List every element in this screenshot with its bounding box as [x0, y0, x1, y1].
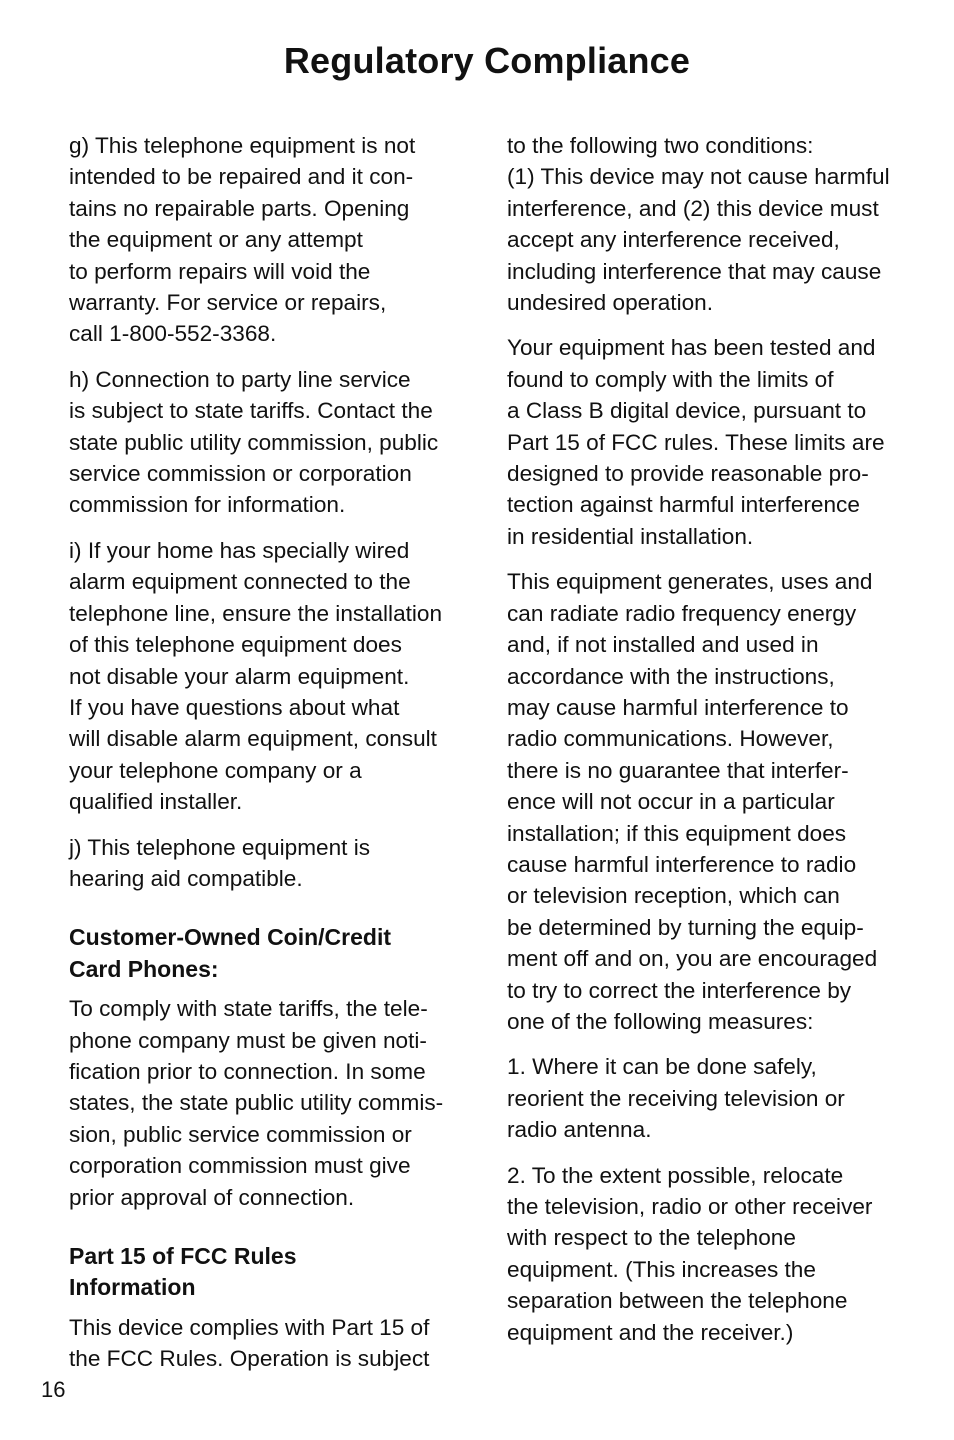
paragraph-i	[69, 535, 474, 818]
text-line: (1) This device may not cause harmful	[507, 164, 890, 190]
text-line: corporation commission must give	[69, 1153, 411, 1179]
text-line: designed to provide reasonable pro-	[507, 461, 869, 487]
text-line: will disable alarm equipment, consult	[69, 726, 437, 752]
text-line: not disable your alarm equipment.	[69, 663, 410, 689]
paragraph-g	[69, 130, 474, 350]
text-line: your telephone company or a	[69, 757, 362, 783]
measure-2-paragraph	[507, 1160, 917, 1348]
text-line: radio antenna.	[507, 1117, 652, 1143]
text-line: to the following two conditions:	[507, 133, 814, 158]
text-line: the television, radio or other receiver	[507, 1194, 873, 1219]
fcc-part15-heading	[69, 1241, 474, 1304]
interference-paragraph	[507, 566, 917, 1037]
text-line: fication prior to connection. In some	[69, 1058, 426, 1084]
text-line: states, the state public utility commis-	[69, 1090, 444, 1116]
text-line: including interference that may cause	[507, 258, 882, 284]
fcc-part15-paragraph	[69, 1312, 474, 1375]
text-line: warranty. For service or repairs,	[69, 290, 387, 316]
text-line: qualified installer.	[69, 789, 243, 815]
text-line: telephone line, ensure the installation	[69, 600, 443, 626]
text-line: service commission or corporation	[69, 461, 412, 487]
text-line: call 1-800-552-3368.	[69, 321, 277, 347]
text-line: radio communications. However,	[507, 726, 834, 752]
text-line: j) This telephone equipment is	[69, 834, 371, 860]
text-line: be determined by turning the equip-	[507, 914, 864, 940]
text-line: to try to correct the interference by	[507, 977, 852, 1003]
text-line: hearing aid compatible.	[69, 865, 303, 891]
text-line: there is no guarantee that interfer-	[507, 757, 849, 783]
text-line: state public utility commission, public	[69, 429, 439, 455]
text-line: commission for information.	[69, 492, 346, 518]
text-line: Card Phones:	[69, 955, 219, 982]
text-line: accept any interference received,	[507, 227, 840, 253]
text-line: phone company must be given noti-	[69, 1027, 427, 1053]
text-line: reorient the receiving television or	[507, 1085, 845, 1111]
text-line: a Class B digital device, pursuant to	[507, 398, 867, 424]
text-line: in residential installation.	[507, 523, 754, 549]
text-line: is subject to state tariffs. Contact the	[69, 398, 433, 424]
class-b-paragraph	[507, 332, 917, 552]
text-line: one of the following measures:	[507, 1008, 814, 1034]
text-line: Your equipment has been tested and	[507, 335, 876, 361]
text-line: found to comply with the limits of	[507, 366, 834, 392]
text-line: with respect to the telephone	[507, 1225, 796, 1251]
text-line: If you have questions about what	[69, 694, 400, 720]
left-column	[69, 130, 474, 1389]
text-line: installation; if this equipment does	[507, 820, 847, 846]
text-line: h) Connection to party line service	[69, 366, 411, 392]
paragraph-j	[69, 832, 474, 895]
text-line: prior approval of connection.	[69, 1184, 355, 1210]
text-line: intended to be repaired and it con-	[69, 164, 414, 190]
text-line: i) If your home has specially wired	[69, 537, 410, 563]
text-line: ence will not occur in a particular	[507, 789, 835, 815]
text-line: g) This telephone equipment is not	[69, 133, 416, 158]
conditions-paragraph	[507, 130, 917, 318]
text-line: and, if not installed and used in	[507, 632, 819, 658]
text-line: sion, public service commission or	[69, 1121, 412, 1147]
text-line: ment off and on, you are encouraged	[507, 946, 878, 972]
text-line: accordance with the instructions,	[507, 663, 835, 689]
text-line: the FCC Rules. Operation is subject	[69, 1346, 430, 1372]
text-line: separation between the telephone	[507, 1288, 848, 1314]
text-line: of this telephone equipment does	[69, 632, 402, 658]
text-line: cause harmful interference to radio	[507, 851, 857, 877]
text-line: Part 15 of FCC Rules	[69, 1243, 297, 1269]
text-line: tains no repairable parts. Opening	[69, 195, 410, 221]
text-line: the equipment or any attempt	[69, 227, 363, 253]
text-line: interference, and (2) this device must	[507, 195, 879, 221]
text-line: equipment. (This increases the	[507, 1256, 816, 1282]
page-number: 16	[41, 1377, 66, 1402]
text-line: may cause harmful interference to	[507, 694, 849, 720]
page-title: Regulatory Compliance	[283, 40, 691, 81]
text-line: To comply with state tariffs, the tele-	[69, 996, 428, 1022]
text-line: 1. Where it can be done safely,	[507, 1054, 817, 1080]
measure-1-paragraph	[507, 1051, 917, 1145]
text-line: 2. To the extent possible, relocate	[507, 1162, 844, 1188]
text-line: or television reception, which can	[507, 883, 840, 909]
coin-credit-heading	[69, 922, 474, 985]
right-column	[507, 130, 917, 1362]
text-line: Information	[69, 1274, 196, 1301]
text-line: tection against harmful interference	[507, 492, 860, 518]
text-line: undesired operation.	[507, 290, 714, 316]
text-line: Customer-Owned Coin/Credit	[69, 924, 392, 951]
text-line: This device complies with Part 15 of	[69, 1314, 430, 1340]
text-line: to perform repairs will void the	[69, 258, 371, 284]
text-line: alarm equipment connected to the	[69, 569, 411, 595]
text-line: Part 15 of FCC rules. These limits are	[507, 429, 885, 455]
paragraph-h	[69, 364, 474, 521]
text-line: can radiate radio frequency energy	[507, 600, 857, 626]
text-line: equipment and the receiver.)	[507, 1319, 794, 1345]
text-line: This equipment generates, uses and	[507, 569, 873, 595]
coin-credit-paragraph	[69, 993, 474, 1213]
